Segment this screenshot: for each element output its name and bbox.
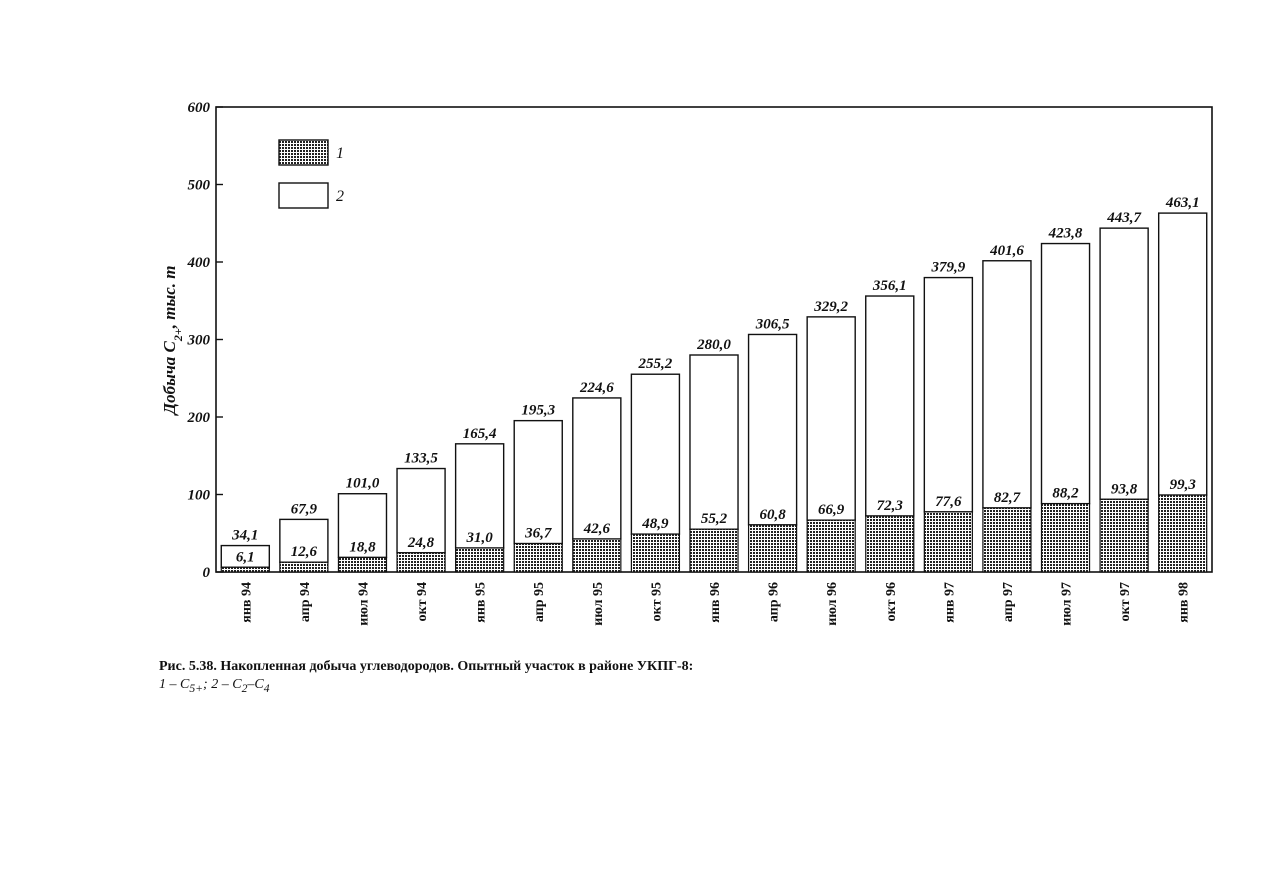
bar-segment-series-2 [690, 355, 738, 529]
legend-label-2: 2 [336, 188, 344, 205]
caption-legend [159, 676, 1159, 698]
total-value-label: 423,8 [1048, 225, 1083, 242]
category-label: окт 97 [1118, 582, 1134, 622]
bar-segment-series-1 [338, 557, 386, 572]
legend [279, 140, 344, 208]
y-tick-label: 100 [187, 487, 210, 504]
y-axis-label-unit: , тыс. т [160, 265, 179, 329]
category-label: янв 95 [473, 582, 489, 623]
total-value-label: 133,5 [404, 450, 438, 467]
category-label: янв 94 [239, 582, 255, 623]
category-label: июл 94 [356, 582, 372, 626]
bar-segment-series-1 [1159, 495, 1207, 572]
y-tick-label: 500 [187, 177, 210, 194]
series-1-value-label: 36,7 [525, 525, 552, 542]
caption-sub2: 2 [241, 681, 248, 695]
bar-segment-series-1 [983, 508, 1031, 572]
total-value-label: 67,9 [290, 501, 318, 518]
series-1-value-label: 93,8 [1110, 481, 1138, 498]
bars-group [221, 195, 1206, 572]
category-label: апр 96 [766, 582, 782, 623]
series-1-value-label: 77,6 [935, 493, 962, 510]
total-value-label: 463,1 [1165, 195, 1200, 212]
y-tick-label: 0 [202, 565, 210, 581]
caption-dash2: – C [218, 677, 242, 692]
total-value-label: 329,2 [814, 298, 849, 315]
bar-segment-series-1 [573, 539, 621, 572]
series-1-value-label: 42,6 [583, 520, 610, 537]
series-1-value-label: 55,2 [700, 511, 728, 528]
caption-n1: 1 [159, 677, 166, 692]
y-tick-label: 200 [187, 410, 210, 426]
category-label: янв 97 [942, 582, 958, 623]
caption-dash1: – C [166, 677, 190, 692]
bar-segment-series-1 [221, 567, 269, 572]
total-value-label: 306,5 [755, 316, 790, 333]
bar-segment-series-1 [866, 516, 914, 572]
legend-swatch-1 [279, 140, 328, 165]
bar-segment-series-1 [1100, 499, 1148, 572]
series-1-value-label: 31,0 [466, 529, 493, 546]
caption-sub1: 5+ [189, 681, 204, 695]
category-label: окт 96 [883, 582, 899, 622]
bar-segment-series-2 [807, 317, 855, 520]
bar-segment-series-1 [397, 553, 445, 572]
bar-segment-series-2 [749, 334, 797, 524]
total-value-label: 356,1 [872, 278, 907, 295]
series-1-value-label: 18,8 [349, 539, 376, 556]
bar-segment-series-1 [514, 544, 562, 572]
caption-n2: 2 [211, 677, 219, 692]
series-1-value-label: 99,3 [1169, 477, 1196, 494]
bar-segment-series-2 [1042, 244, 1090, 504]
series-1-value-label: 12,6 [290, 544, 318, 561]
series-1-value-label: 66,9 [818, 502, 845, 519]
caption-dash3: –C [247, 677, 264, 692]
total-value-label: 195,3 [521, 402, 556, 419]
bar-segment-series-1 [807, 520, 855, 572]
category-label: янв 98 [1176, 582, 1192, 623]
category-label: апр 97 [1000, 582, 1016, 623]
series-1-value-label: 60,8 [759, 506, 786, 523]
bar-segment-series-2 [924, 278, 972, 512]
bar-segment-series-2 [1100, 228, 1148, 499]
series-1-value-label: 24,8 [407, 534, 435, 551]
y-tick-label: 400 [187, 255, 210, 271]
y-tick-label: 300 [187, 332, 210, 349]
category-label: окт 94 [415, 582, 431, 622]
bar-segment-series-2 [1159, 213, 1207, 495]
bar-segment-series-1 [1042, 504, 1090, 572]
series-1-value-label: 6,1 [235, 549, 255, 566]
series-1-value-label: 48,9 [642, 516, 669, 533]
caption-sub3: 4 [263, 681, 270, 695]
total-value-label: 401,6 [990, 242, 1024, 259]
bar-segment-series-1 [631, 534, 679, 572]
category-label: апр 95 [532, 582, 548, 623]
caption-sep: ; [203, 677, 212, 692]
category-labels [239, 582, 1191, 626]
bar-segment-series-1 [924, 512, 972, 572]
bar-segment-series-2 [866, 296, 914, 516]
series-1-value-label: 72,3 [876, 497, 903, 514]
bar-segment-series-2 [631, 374, 679, 534]
category-label: июл 96 [825, 582, 841, 626]
caption-title: Рис. 5.38. Накопленная добыча углеводородов. Опытный участок в районе УКПГ-8: [159, 659, 694, 674]
bar-segment-series-2 [573, 398, 621, 539]
y-tick-label: 600 [187, 100, 210, 116]
total-value-label: 379,9 [931, 259, 966, 276]
bar-segment-series-2 [983, 261, 1031, 508]
total-value-label: 34,1 [232, 527, 259, 544]
bar-segment-series-1 [456, 548, 504, 572]
bar-segment-series-1 [749, 525, 797, 572]
y-axis-label-main: Добыча C [160, 341, 179, 415]
y-axis-label-subscript: 2+ [171, 328, 185, 342]
category-label: апр 94 [297, 582, 313, 623]
category-label: июл 97 [1059, 582, 1075, 626]
total-value-label: 255,2 [638, 356, 673, 373]
y-axis [187, 100, 224, 581]
series-1-value-label: 82,7 [993, 489, 1021, 506]
total-value-label: 224,6 [579, 379, 614, 396]
category-label: янв 96 [708, 582, 723, 623]
y-axis-label [160, 265, 185, 416]
legend-label-1: 1 [336, 145, 344, 162]
total-value-label: 101,0 [345, 475, 380, 492]
category-label: июл 95 [590, 582, 606, 626]
total-value-label: 280,0 [697, 337, 731, 353]
total-value-label: 165,4 [462, 425, 497, 442]
bar-segment-series-1 [280, 562, 328, 572]
legend-swatch-2 [279, 183, 328, 208]
figure-caption [159, 658, 1159, 698]
category-label: окт 95 [649, 582, 665, 622]
bar-segment-series-1 [690, 529, 738, 572]
series-1-value-label: 88,2 [1052, 485, 1079, 502]
total-value-label: 443,7 [1107, 210, 1141, 227]
